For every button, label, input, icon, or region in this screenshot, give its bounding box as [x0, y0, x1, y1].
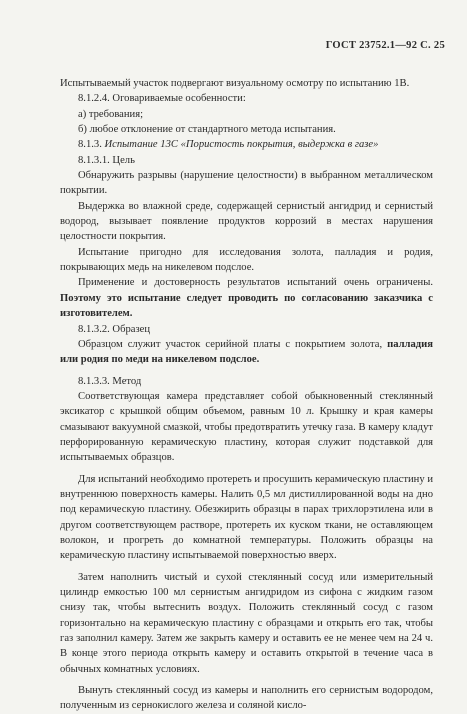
paragraph-preparation: Для испытаний необходимо протереть и просушить керамическую пластину и внутреннюю поверхность камеры. Налить 0,5 мл дистиллированной воды на дно под керамическую пластину. Обезжирить образцы в парах трихлорэтилена или в другом соответствующем растворе, протереть их куском ткани, не оставляющем волокон, и прогреть до комнатной температуры. Положить образцы на керамическую пластину испытываемой поверхностью вверх.	[60, 473, 433, 562]
paragraph-exposure: Выдержка во влажной среде, содержащей сернистый ангидрид и сернистый водород, вызывает появление продуктов коррозий в местах нарушения целостности покрытия.	[60, 200, 433, 243]
clause-8-1-3-1: 8.1.3.1. Цель	[78, 154, 135, 166]
clause-8-1-3-3: 8.1.3.3. Метод	[78, 375, 142, 387]
paragraph-applicability: Испытание пригодно для исследования золота, палладия и родия, покрывающих медь на никелевом подслое.	[60, 246, 433, 274]
limitations-text: Применение и достоверность результатов испытаний очень ограничены.	[78, 277, 433, 289]
paragraph-hydrogen-sulfide: Вынуть стеклянный сосуд из камеры и наполнить его сернистым водородом, полученным из сернокислого железа и соляной кисло-	[60, 685, 433, 712]
paragraph-purpose: Обнаружить разрывы (нарушение целостности) в выбранном металлическом покрытии.	[60, 170, 433, 197]
clause-8-1-2-4: 8.1.2.4. Оговариваемые особенности:	[78, 93, 246, 105]
paragraph-sulfur-dioxide: Затем наполнить чистый и сухой стеклянный сосуд или измерительный цилиндр емкостью 100 мл сернистым ангидридом из сифона с жидким газом снизу так, чтобы вытеснить воздух. Положить стеклянный сосуд с газом горизонтально на керамическую пластину с образцами и открыть его так, чтобы газ заполнил камеру. Затем же закрыть камеру и оставить ее не менее чем на 24 ч. В конце этого периода открыть камеру и оставить открытой в течение часа в обычных комнатных условиях.	[60, 571, 433, 675]
specimen-text: Образцом служит участок серийной платы с покрытием золота,	[78, 338, 388, 350]
list-item-a: а) требования;	[78, 108, 144, 120]
page-header: ГОСТ 23752.1—92 С. 25	[325, 40, 445, 51]
list-item-b: б) любое отклонение от стандартного метода испытания.	[78, 124, 336, 136]
paragraph-chamber: Соответствующая камера представляет собой обыкновенный стеклянный эксикатор с крышкой общим объемом, равным 10 л. Крышку и края камеры смазывают вакуумной смазкой, чтобы предотвратить утечку газа. В камеру кладут перфорированную керамическую пластину, которая служит подставкой для испытываемых образцов.	[60, 390, 433, 464]
limitations-agreement: Поэтому это испытание следует проводить по согласованию заказчика с изготовителем.	[60, 292, 433, 320]
clause-8-1-3	[60, 137, 433, 152]
clause-8-1-3-2: 8.1.3.2. Образец	[78, 323, 151, 335]
clause-number: 8.1.3.	[78, 139, 105, 151]
paragraph-inspection: Испытываемый участок подвергают визуальному осмотру по испытанию 1В.	[60, 78, 410, 89]
document-body	[60, 76, 433, 714]
test-title: Испытание 13С «Пористость покрытия, выдержка в газе»	[104, 139, 379, 151]
specimen-text-bold: палладия или родия по меди на никелевом подслое.	[60, 338, 433, 366]
paragraph-specimen	[60, 337, 433, 368]
paragraph-limitations	[60, 275, 433, 321]
